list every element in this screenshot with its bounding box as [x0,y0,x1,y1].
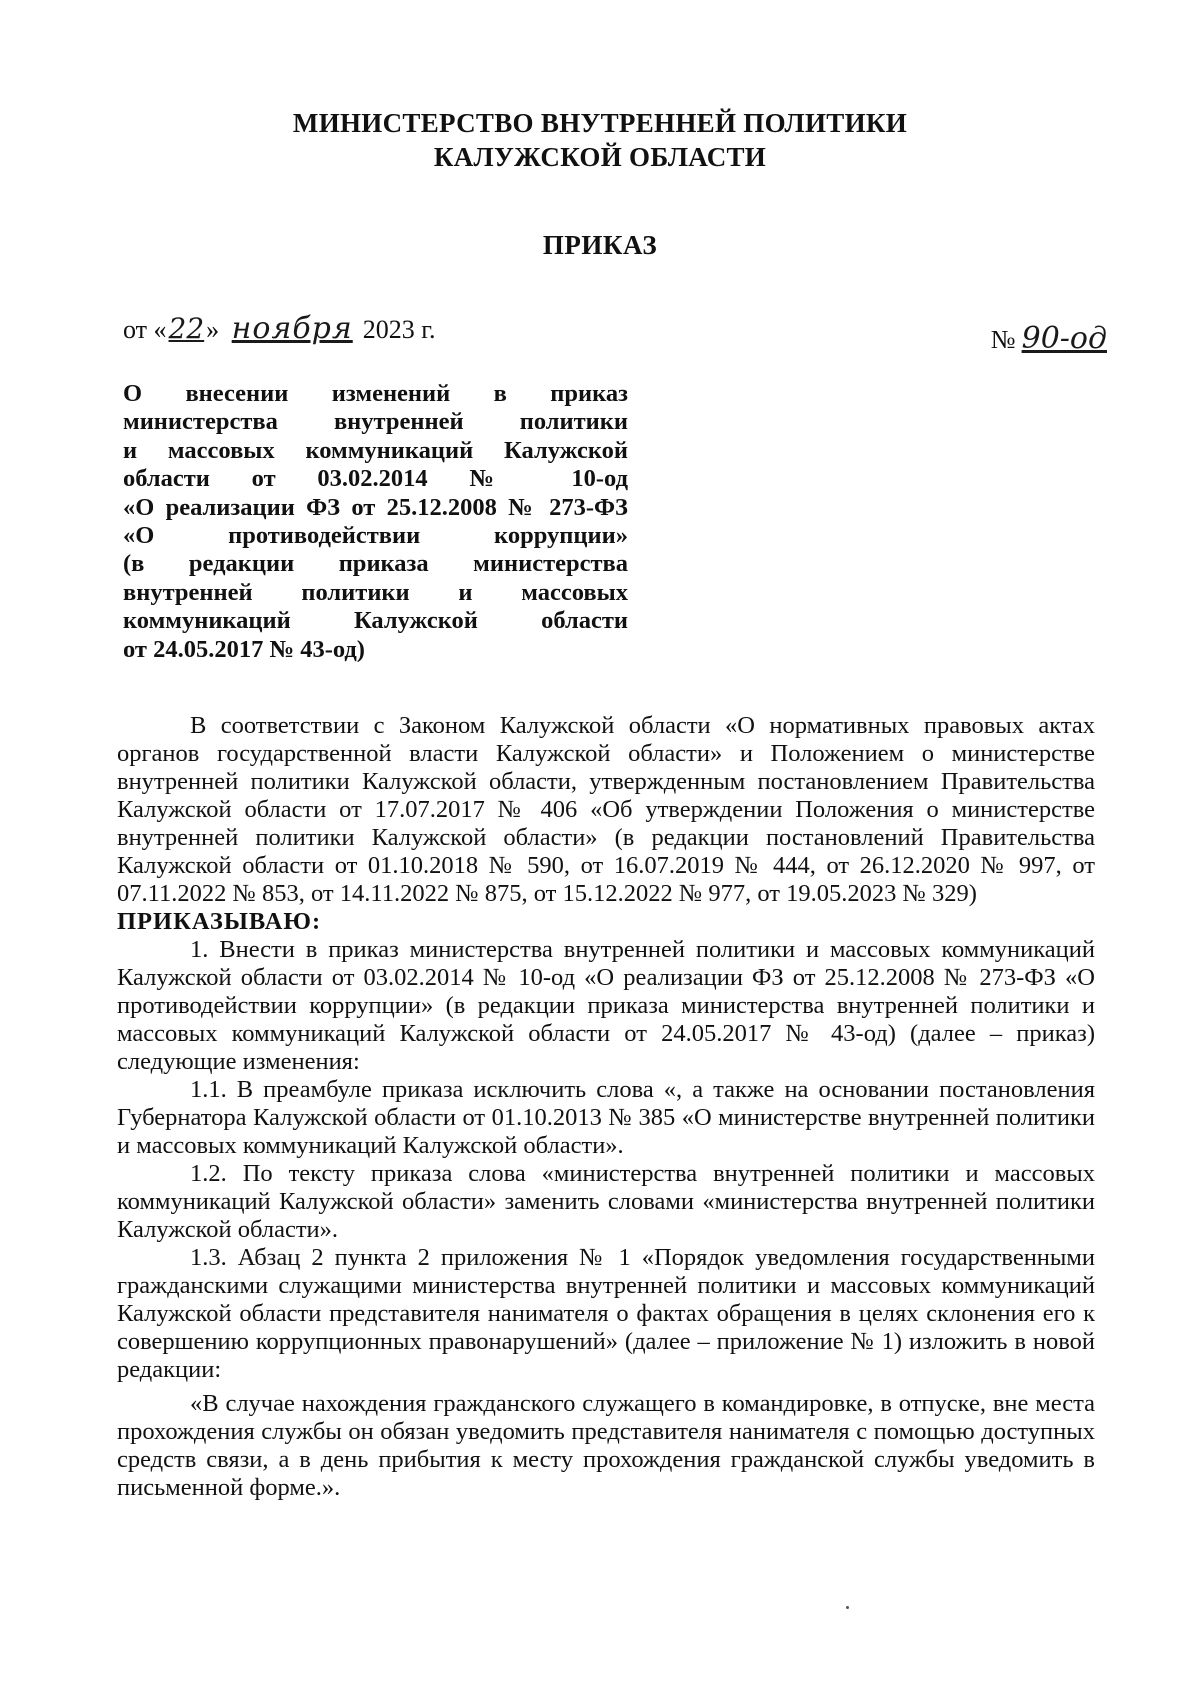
date-year: 2023 г. [362,315,436,344]
item-1-paragraph: 1. Внести в приказ министерства внутренней политики и массовых коммуникаций Калужской области от 03.02.2014 № 10-од «О реализации ФЗ от 25.12.2008 № 273-ФЗ «О противодействии коррупции» (в редакции приказа министерства внутренней политики и массовых коммуникаций Калужской области от 24.05.2017 № 43-од) (далее – приказ) следующие изменения: [117,936,1095,1075]
date-prefix: от « [123,315,167,344]
preamble-paragraph: В соответствии с Законом Калужской области «О нормативных правовых актах органов государственной власти Калужской области» и Положением о министерстве внутренней политики Калужской области, утвержденным постановлением Правительства Калужской области от 17.07.2017 № 406 «Об утверждении Положения о министерстве внутренней политики Калужской области» (в редакции постановлений Правительства Калужской области от 01.10.2018 № 590, от 16.07.2019 № 444, от 26.12.2020 № 997, от 07.11.2022 № 853, от 14.11.2022 № 875, от 15.12.2022 № 977, от 19.05.2023 № 329) [117,712,1095,907]
item-1-2-paragraph: 1.2. По тексту приказа слова «министерства внутренней политики и массовых коммуникаций Калужской области» заменить словами «министерства внутренней политики Калужской области». [117,1160,1095,1243]
subject-line: «О противодействии коррупции» [123,522,628,550]
order-word: ПРИКАЗЫВАЮ: [117,908,322,935]
item-1-1-paragraph: 1.1. В преамбуле приказа исключить слова «, а также на основании постановления Губернатора Калужской области от 01.10.2013 № 385 «О министерстве внутренней политики и массовых коммуникаций Калужской области». [117,1076,1095,1159]
subject-line: (в редакции приказа министерства [123,550,628,578]
ministry-header [0,106,1200,174]
order-body [117,712,1095,1502]
order-directive [117,908,1095,936]
date-month-handwritten: ноября [231,311,353,346]
quoted-paragraph: «В случае нахождения гражданского служащего в командировке, в отпуске, вне места прохождения службы он обязан уведомить представителя нанимателя с помощью доступных средств связи, а в день прибытия к месту прохождения гражданской службы уведомить в письменной форме.». [117,1390,1095,1501]
subject-line: «О реализации ФЗ от 25.12.2008 № 273-ФЗ [123,493,628,521]
number-value-handwritten: 90-од [1021,321,1107,356]
subject-line: области от 03.02.2014 № 10-од [123,465,628,493]
order-number [991,321,1107,356]
scan-speck [846,1606,849,1609]
subject-line: О внесении изменений в приказ [123,380,628,407]
subject-line: внутренней политики и массовых [123,578,628,606]
item-1-3-paragraph: 1.3. Абзац 2 пункта 2 приложения № 1 «Порядок уведомления государственными гражданскими служащими министерства внутренней политики и массовых коммуникаций Калужской области представителя нанимателя о фактах обращения в целях склонения его к совершению коррупционных правонарушений» (далее – приложение № 1) изложить в новой редакции: [117,1244,1095,1383]
subject-line: от 24.05.2017 № 43-од) [123,635,365,663]
date-day-handwritten: 22 [168,312,205,345]
date-separator: » [206,315,220,344]
document-title: ПРИКАЗ [542,230,658,260]
ministry-header-line1: МИНИСТЕРСТВО ВНУТРЕННЕЙ ПОЛИТИКИ [292,108,908,138]
order-subject [123,380,628,664]
number-prefix: № [990,325,1016,354]
subject-line: министерства внутренней политики [123,408,628,436]
ministry-header-line2: КАЛУЖСКОЙ ОБЛАСТИ [433,142,767,172]
order-date [123,311,435,346]
subject-line: и массовых коммуникаций Калужской [123,436,628,464]
subject-line: коммуникаций Калужской области [123,607,628,635]
